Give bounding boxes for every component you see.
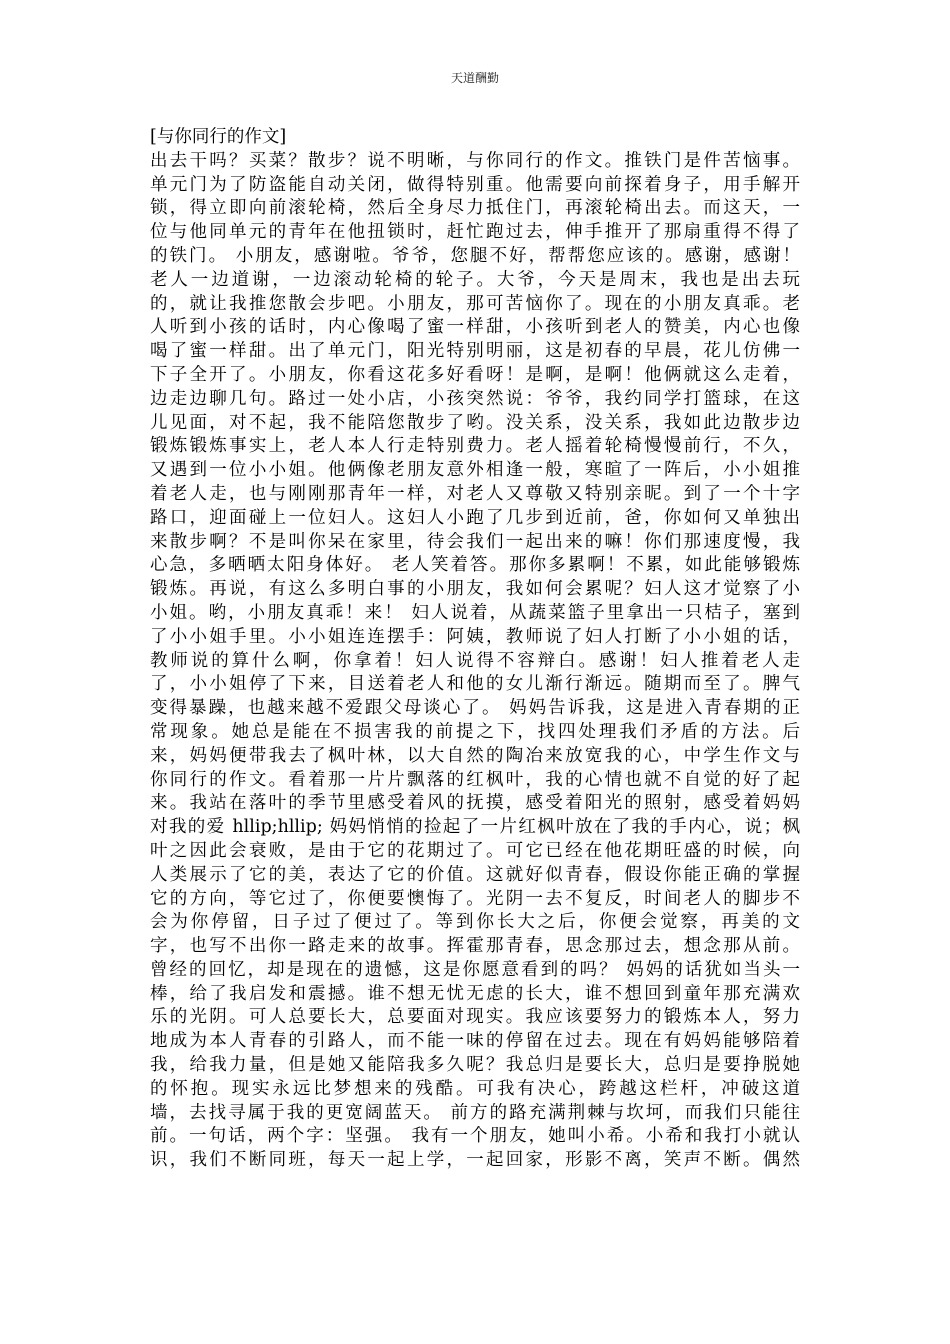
text-line: 人类展示了它的美，表达了它的价值。这就好似青春，假设你能正确的掌握 [150, 864, 800, 885]
text-line: 乐的光阴。可人总要长大，总要面对现实。我应该要努力的锻炼本人，努力 [150, 1007, 800, 1028]
text-line: 下子全开了。小朋友，你看这花多好看呀！是啊，是啊！他俩就这么走着， [150, 364, 800, 385]
text-line: 棒，给了我启发和震撼。谁不想无忧无虑的长大，谁不想回到童年那充满欢 [150, 983, 800, 1004]
text-line: 来。我站在落叶的季节里感受着风的抚摸，感受着阳光的照射，感受着妈妈 [150, 793, 800, 814]
text-line: 又遇到一位小小姐。他俩像老朋友意外相逢一般，寒暄了一阵后，小小姐推 [150, 460, 800, 481]
text-line: 路口，迎面碰上一位妇人。这妇人小跑了几步到近前，爸，你如何又单独出 [150, 507, 800, 528]
text-line: 变得暴躁，也越来越不爱跟父母谈心了。 妈妈告诉我，这是进入青春期的正 [150, 698, 800, 719]
text-line: 前。一句话，两个字：坚强。 我有一个朋友，她叫小希。小希和我打小就认 [150, 1126, 800, 1147]
text-line: 你同行的作文。看着那一片片飘落的红枫叶，我的心情也就不自觉的好了起 [150, 769, 800, 790]
text-line: 我，给我力量，但是她又能陪我多久呢？我总归是要长大，总归是要挣脱她 [150, 1055, 800, 1076]
text-line: 识，我们不断同班，每天一起上学，一起回家，形影不离，笑声不断。偶然 [150, 1150, 800, 1171]
text-line: 教师说的算什么啊，你拿着！妇人说得不容辩白。感谢！妇人推着老人走 [150, 650, 800, 671]
text-line: 墙，去找寻属于我的更宽阔蓝天。 前方的路充满荆棘与坎坷，而我们只能往 [150, 1102, 800, 1123]
text-line: 叶之因此会衰败，是由于它的花期过了。可它已经在他花期旺盛的时候，向 [150, 840, 800, 861]
text-line: 单元门为了防盗能自动关闭，做得特别重。他需要向前探着身子，用手解开 [150, 174, 800, 195]
text-line: 曾经的回忆，却是现在的遗憾，这是你愿意看到的吗？ 妈妈的话犹如当头一 [150, 959, 800, 980]
text-line: 了小小姐手里。小小姐连连摆手：阿姨，教师说了妇人打断了小小姐的话， [150, 626, 800, 647]
text-line: 人听到小孩的话时，内心像喝了蜜一样甜，小孩听到老人的赞美，内心也像 [150, 317, 800, 338]
text-line: 位与他同单元的青年在他扭锁时，赶忙跑过去，伸手推开了那扇重得不得了 [150, 222, 800, 243]
text-line: 字，也写不出你一路走来的故事。挥霍那青春，思念那过去，想念那从前。 [150, 936, 800, 957]
text-line: 对我的爱 hllip;hllip; 妈妈悄悄的捡起了一片红枫叶放在了我的手内心，说；枫 [150, 817, 800, 838]
text-line: 了，小小姐停了下来，目送着老人和他的女儿渐行渐远。随期而至了。脾气 [150, 674, 800, 695]
text-line: 常现象。她总是能在不损害我的前提之下，找四处理我们矛盾的方法。后 [150, 721, 800, 742]
document-title: [与你同行的作文] [150, 127, 287, 147]
text-line: 地成为本人青春的引路人，而不能一味的停留在过去。现在有妈妈能够陪着 [150, 1031, 800, 1052]
text-line: 来，妈妈便带我去了枫叶林，以大自然的陶冶来放宽我的心，中学生作文与 [150, 745, 800, 766]
text-line: 老人一边道谢，一边滚动轮椅的轮子。大爷，今天是周末，我也是出去玩 [150, 269, 800, 290]
text-line: 小姐。哟，小朋友真乖！来！ 妇人说着，从蔬菜篮子里拿出一只桔子，塞到 [150, 602, 800, 623]
text-line: 着老人走，也与刚刚那青年一样，对老人又尊敬又特别亲昵。到了一个十字 [150, 483, 800, 504]
text-line: 来散步啊？不是叫你呆在家里，待会我们一起出来的嘛！你们那速度慢，我 [150, 531, 800, 552]
page-header: 天道酬勤 [450, 71, 499, 85]
text-line: 儿见面，对不起，我不能陪您散步了哟。没关系，没关系，我如此边散步边 [150, 412, 800, 433]
text-line: 它的方向，等它过了，你便要懊悔了。光阴一去不复反，时间老人的脚步不 [150, 888, 800, 909]
text-line: 锻炼。再说，有这么多明白事的小朋友，我如何会累呢？妇人这才觉察了小 [150, 579, 800, 600]
text-line: 心急，多晒晒太阳身体好。 老人笑着答。那你多累啊！不累，如此能够锻炼 [150, 555, 800, 576]
text-line: 会为你停留，日子过了便过了。等到你长大之后，你便会觉察，再美的文 [150, 912, 800, 933]
text-line: 喝了蜜一样甜。出了单元门，阳光特别明丽，这是初春的早晨，花儿仿佛一 [150, 341, 800, 362]
text-line: 锁，得立即向前滚轮椅，然后全身尽力抵住门，再滚轮椅出去。而这天，一 [150, 198, 800, 219]
text-line: 边走边聊几句。路过一处小店，小孩突然说：爷爷，我约同学打篮球，在这 [150, 388, 800, 409]
text-line: 出去干吗？买菜？散步？说不明晰，与你同行的作文。推铁门是件苦恼事。 [150, 150, 800, 171]
document-body [150, 126, 800, 1173]
text-line: 的怀抱。现实永远比梦想来的残酷。可我有决心，跨越这栏杆，冲破这道 [150, 1078, 800, 1099]
text-line: 的铁门。 小朋友，感谢啦。爷爷，您腿不好，帮帮您应该的。感谢，感谢！ [150, 245, 800, 266]
text-line: 的，就让我推您散会步吧。小朋友，那可苦恼你了。现在的小朋友真乖。老 [150, 293, 800, 314]
text-line: 锻炼锻炼事实上，老人本人行走特别费力。老人摇着轮椅慢慢前行，不久， [150, 436, 800, 457]
